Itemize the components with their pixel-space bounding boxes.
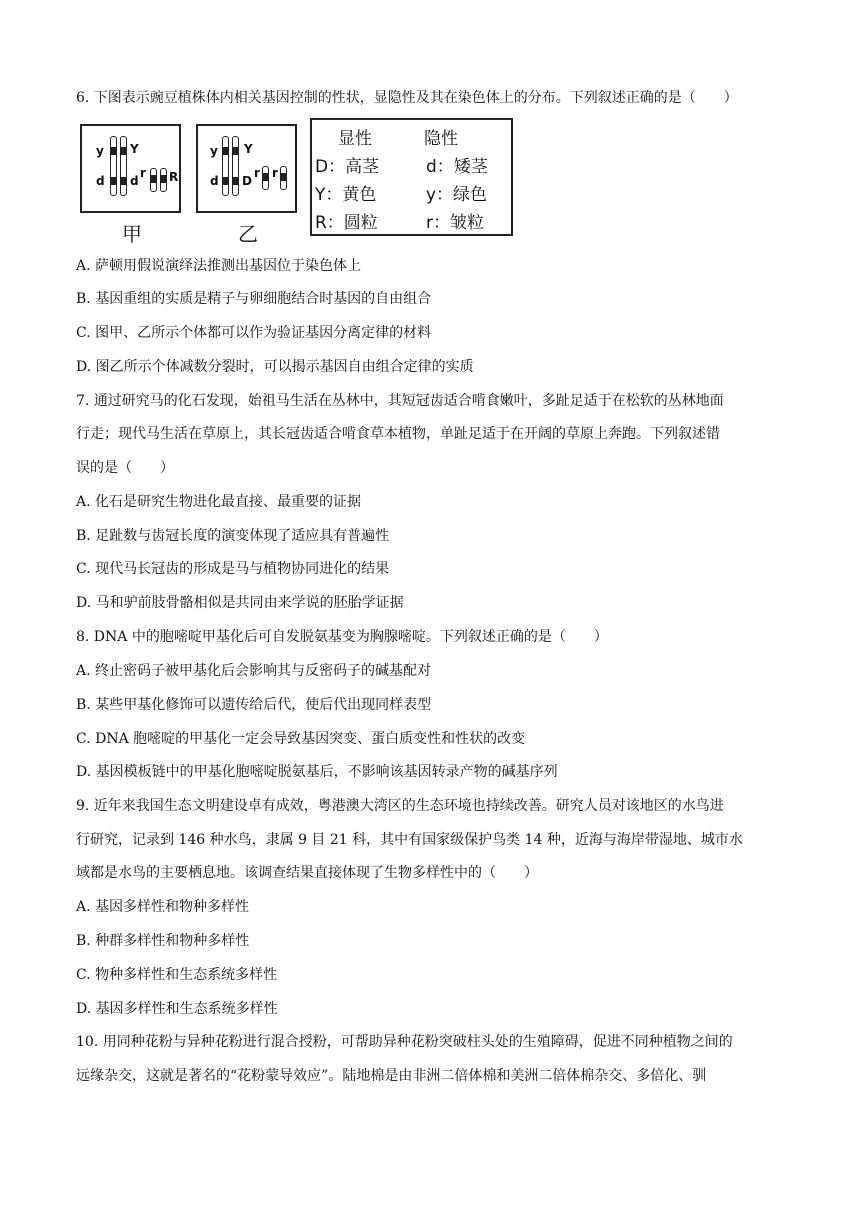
- gene-label: y: [96, 144, 104, 158]
- legend-row: [312, 180, 511, 206]
- q10-stem-line: 远缘杂交，这就是著名的“花粉蒙导效应”。陆地棉是由非洲二倍体棉和美洲二倍体棉杂交、多倍化、驯: [76, 1068, 707, 1084]
- q9-option-c: C. 物种多样性和生态系统多样性: [76, 967, 278, 983]
- cell-jia-label: 甲: [122, 222, 142, 246]
- q8-stem: 8. DNA 中的胞嘧啶甲基化后可自发脱氨基变为胸腺嘧啶。下列叙述正确的是（ ）: [76, 629, 608, 645]
- q6-option-b: B. 基因重组的实质是精子与卵细胞结合时基因的自由组合: [76, 291, 432, 307]
- gene-label: d: [130, 174, 139, 188]
- gene-label: r: [272, 166, 278, 180]
- gene-label: d: [210, 174, 219, 188]
- q6-option-d: D. 图乙所示个体减数分裂时，可以揭示基因自由组合定律的实质: [76, 359, 474, 375]
- q9-option-d: D. 基因多样性和生态系统多样性: [76, 1001, 278, 1017]
- chromosome: [232, 136, 239, 196]
- legend-header: [312, 124, 511, 150]
- recessive-trait: y：绿色: [426, 185, 488, 205]
- chromosome: [160, 168, 167, 192]
- q8-option-c: C. DNA 胞嘧啶的甲基化一定会导致基因突变、蛋白质变性和性状的改变: [76, 731, 526, 747]
- chromosome: [262, 166, 269, 190]
- q7-option-c: C. 现代马长冠齿的形成是马与植物协同进化的结果: [76, 561, 390, 577]
- gene-label: r: [254, 166, 260, 180]
- q9-option-b: B. 种群多样性和物种多样性: [76, 933, 250, 949]
- chromosome: [150, 168, 157, 192]
- q8-option-a: A. 终止密码子被甲基化后会影响其与反密码子的碱基配对: [76, 663, 432, 679]
- dominant-header: 显性: [338, 129, 372, 149]
- chromosome: [110, 136, 117, 196]
- q9-stem-line: 行研究，记录到 146 种水鸟，隶属 9 目 21 科，其中有国家级保护鸟类 14 种，近海与海岸带湿地、城市水: [76, 832, 743, 848]
- q6-option-c: C. 图甲、乙所示个体都可以作为验证基因分离定律的材料: [76, 325, 432, 341]
- q7-stem-line: 行走；现代马生活在草原上，其长冠齿适合啃食草本植物，单趾足适于在开阔的草原上奔跑。下列叙述错: [76, 426, 720, 442]
- q6-option-a: A. 萨顿用假说演绎法推测出基因位于染色体上: [76, 258, 362, 274]
- cell-jia-diagram: [80, 124, 181, 213]
- q7-option-a: A. 化石是研究生物进化最直接、最重要的证据: [76, 494, 362, 510]
- cell-yi-diagram: [196, 124, 297, 213]
- q6-figure: [80, 118, 520, 246]
- trait-legend: [310, 118, 513, 236]
- gene-label: Y: [244, 142, 253, 156]
- q9-stem-line: 9. 近年来我国生态文明建设卓有成效，粤港澳大湾区的生态环境也持续改善。研究人员对该地区的水鸟进: [76, 798, 724, 814]
- q8-option-d: D. 基因模板链中的甲基化胞嘧啶脱氨基后，不影响该基因转录产物的碱基序列: [76, 764, 558, 780]
- q7-option-b: B. 足趾数与齿冠长度的演变体现了适应具有普遍性: [76, 528, 390, 544]
- q9-stem-line: 域都是水鸟的主要栖息地。该调查结果直接体现了生物多样性中的（ ）: [76, 865, 538, 881]
- q7-option-d: D. 马和驴前肢骨骼相似是共同由来学说的胚胎学证据: [76, 595, 404, 611]
- gene-label: R: [169, 170, 179, 184]
- recessive-trait: r：皱粒: [426, 213, 484, 233]
- q6-stem: 6. 下图表示豌豆植株体内相关基因控制的性状，显隐性及其在染色体上的分布。下列叙述正确的是（ ）: [76, 90, 738, 106]
- dominant-trait: Y：黄色: [315, 185, 377, 205]
- legend-row: [312, 208, 511, 234]
- chromosome: [280, 166, 287, 190]
- gene-label: y: [210, 144, 218, 158]
- q7-stem-line: 误的是（ ）: [76, 460, 174, 476]
- chromosome: [222, 136, 229, 196]
- gene-label: r: [140, 166, 146, 180]
- q8-option-b: B. 某些甲基化修饰可以遗传给后代，使后代出现同样表型: [76, 697, 432, 713]
- q7-stem-line: 7. 通过研究马的化石发现，始祖马生活在丛林中，其短冠齿适合啃食嫩叶，多趾足适于在松软的丛林地面: [76, 393, 724, 409]
- chromosome: [120, 136, 127, 196]
- legend-row: [312, 152, 511, 178]
- gene-label: D: [242, 174, 252, 188]
- q10-stem-line: 10. 用同种花粉与异种花粉进行混合授粉，可帮助异种花粉突破柱头处的生殖障碍，促进不同种植物之间的: [76, 1034, 733, 1050]
- dominant-trait: D：高茎: [315, 157, 380, 177]
- recessive-header: 隐性: [424, 129, 458, 149]
- gene-label: Y: [130, 142, 139, 156]
- q9-option-a: A. 基因多样性和物种多样性: [76, 899, 250, 915]
- recessive-trait: d：矮茎: [426, 157, 488, 177]
- gene-label: d: [96, 174, 105, 188]
- dominant-trait: R：圆粒: [315, 213, 378, 233]
- cell-yi-label: 乙: [238, 222, 258, 246]
